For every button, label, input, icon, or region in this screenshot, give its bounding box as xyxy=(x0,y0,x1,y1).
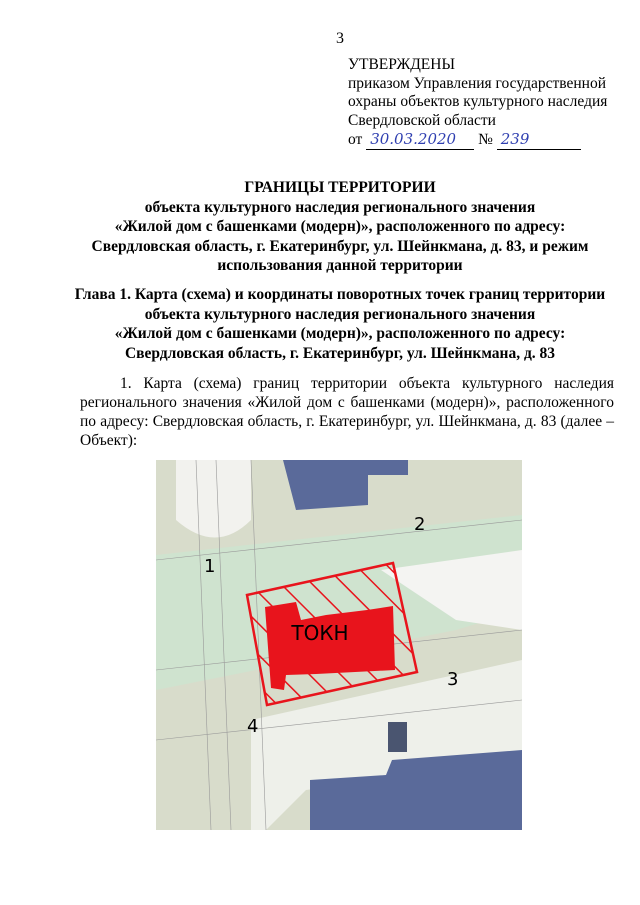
document-title xyxy=(40,178,640,276)
title-line: объекта культурного наследия регионального значения xyxy=(144,198,536,216)
paragraph-text: 1. Карта (схема) границ территории объекта культурного наследия регионального значения «Жилой дом с башенками (модерн)», расположенного по адресу: Свердловская область, г. Екатеринбург, ул. Шейнкмана, д. 83 (далее – Объект): xyxy=(80,375,614,449)
object-label: ТОКН xyxy=(291,621,349,645)
page-number: 3 xyxy=(336,30,344,47)
chapter-line: «Жилой дом с башенками (модерн)», расположенного по адресу: xyxy=(114,325,566,342)
chapter-heading xyxy=(40,285,640,363)
approval-heading: УТВЕРЖДЕНЫ xyxy=(348,56,455,73)
approval-line: Свердловской области xyxy=(348,111,496,129)
chapter-line: Глава 1. Карта (схема) и координаты поворотных точек границ территории xyxy=(74,286,606,303)
approval-block xyxy=(348,56,607,150)
approval-line: охраны объектов культурного наследия xyxy=(348,93,608,110)
number-prefix: № xyxy=(478,131,493,148)
order-number: 239 xyxy=(497,130,581,150)
paragraph-1 xyxy=(80,374,614,450)
approval-line: приказом Управления государственной xyxy=(348,74,607,92)
chapter-line: объекта культурного наследия регионального значения xyxy=(144,305,536,323)
order-date: 30.03.2020 xyxy=(366,130,474,150)
building-small xyxy=(388,722,407,752)
boundary-map xyxy=(156,460,522,830)
approval-date-line xyxy=(348,130,607,150)
point-2: 2 xyxy=(414,514,426,535)
title-line: Свердловская область, г. Екатеринбург, ул. Шейнкмана, д. 83, и режим xyxy=(91,237,589,255)
point-3: 3 xyxy=(447,669,459,690)
title-line: ГРАНИЦЫ ТЕРРИТОРИИ xyxy=(244,179,436,196)
street-area xyxy=(176,460,251,538)
point-4: 4 xyxy=(247,716,259,737)
point-1: 1 xyxy=(204,556,216,577)
title-line: использования данной территории xyxy=(217,257,463,274)
chapter-line: Свердловская область, г. Екатеринбург, ул. Шейнкмана, д. 83 xyxy=(124,344,556,362)
date-prefix: от xyxy=(348,131,363,148)
title-line: «Жилой дом с башенками (модерн)», расположенного по адресу: xyxy=(114,218,566,235)
